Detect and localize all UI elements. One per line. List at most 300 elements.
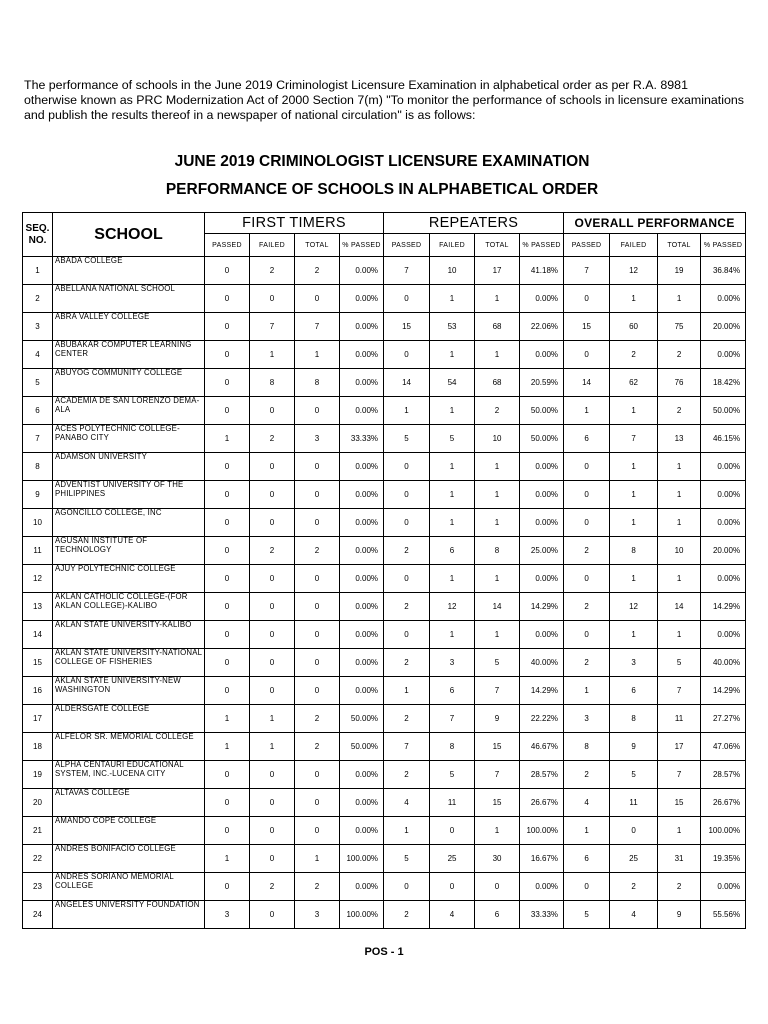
percent-cell: 0.00% [520,341,564,369]
table-row [23,621,746,649]
count-cell: 0 [205,397,250,425]
count-cell: 0 [295,453,340,481]
percent-cell: 50.00% [340,705,384,733]
percent-cell: 41.18% [520,257,564,285]
percent-cell: 25.00% [520,537,564,565]
percent-cell: 20.00% [701,313,746,341]
count-cell: 1 [475,285,520,313]
count-cell: 2 [295,537,340,565]
count-cell: 4 [610,901,658,929]
col-header: PASSED [205,234,250,257]
count-cell: 0 [384,509,430,537]
count-cell: 1 [658,509,701,537]
count-cell: 0 [564,565,610,593]
percent-cell: 46.15% [701,425,746,453]
count-cell: 0 [250,285,295,313]
table-row [23,705,746,733]
school-name-cell: ALPHA CENTAURI EDUCATIONAL SYSTEM, INC.-LUCENA CITY [53,761,205,789]
count-cell: 0 [295,481,340,509]
count-cell: 0 [384,481,430,509]
count-cell: 2 [384,593,430,621]
count-cell: 1 [205,425,250,453]
count-cell: 0 [250,621,295,649]
school-name-cell: ACES POLYTECHNIC COLLEGE-PANABO CITY [53,425,205,453]
count-cell: 3 [295,901,340,929]
percent-cell: 0.00% [340,873,384,901]
count-cell: 0 [205,481,250,509]
percent-cell: 46.67% [520,733,564,761]
count-cell: 0 [295,565,340,593]
seq-cell: 4 [23,341,53,369]
school-name-cell: ADVENTIST UNIVERSITY OF THE PHILIPPINES [53,481,205,509]
count-cell: 0 [205,565,250,593]
col-header: PASSED [384,234,430,257]
count-cell: 0 [205,509,250,537]
count-cell: 1 [475,565,520,593]
count-cell: 1 [564,677,610,705]
count-cell: 2 [295,705,340,733]
count-cell: 7 [384,257,430,285]
count-cell: 0 [205,817,250,845]
percent-cell: 26.67% [701,789,746,817]
count-cell: 0 [295,677,340,705]
table-row [23,341,746,369]
count-cell: 1 [610,285,658,313]
count-cell: 2 [295,873,340,901]
count-cell: 7 [658,761,701,789]
seq-cell: 18 [23,733,53,761]
count-cell: 1 [295,341,340,369]
count-cell: 0 [430,817,475,845]
count-cell: 8 [475,537,520,565]
count-cell: 2 [384,537,430,565]
percent-cell: 0.00% [340,817,384,845]
count-cell: 1 [295,845,340,873]
col-header: % PASSED [520,234,564,257]
count-cell: 0 [205,341,250,369]
percent-cell: 28.57% [701,761,746,789]
count-cell: 7 [250,313,295,341]
count-cell: 0 [475,873,520,901]
table-row [23,677,746,705]
count-cell: 25 [610,845,658,873]
count-cell: 0 [430,873,475,901]
count-cell: 0 [384,453,430,481]
percent-cell: 0.00% [520,285,564,313]
count-cell: 2 [250,873,295,901]
count-cell: 1 [475,453,520,481]
count-cell: 2 [295,257,340,285]
count-cell: 2 [658,873,701,901]
percent-cell: 20.59% [520,369,564,397]
percent-cell: 0.00% [520,509,564,537]
count-cell: 1 [658,817,701,845]
percent-cell: 0.00% [701,509,746,537]
count-cell: 0 [250,481,295,509]
count-cell: 0 [250,677,295,705]
count-cell: 54 [430,369,475,397]
seq-cell: 9 [23,481,53,509]
table-row [23,873,746,901]
count-cell: 0 [250,761,295,789]
col-header: TOTAL [658,234,701,257]
count-cell: 2 [564,593,610,621]
percent-cell: 0.00% [340,285,384,313]
results-table [22,212,746,929]
count-cell: 19 [658,257,701,285]
school-name-cell: AGUSAN INSTITUTE OF TECHNOLOGY [53,537,205,565]
count-cell: 0 [205,677,250,705]
count-cell: 1 [430,481,475,509]
col-header: TOTAL [475,234,520,257]
percent-cell: 0.00% [701,285,746,313]
percent-cell: 0.00% [520,873,564,901]
count-cell: 1 [205,733,250,761]
count-cell: 6 [564,425,610,453]
intro-paragraph: The performance of schools in the June 2019 Criminologist Licensure Examination in alphabetical order as per R.A. 8981 otherwise known as PRC Modernization Act of 2000 Section 7(m) "To monitor the performance of schools in licensure examinations and publish the results thereof in a newspaper of national circulation" is as follows: [24,78,744,122]
count-cell: 0 [384,873,430,901]
count-cell: 15 [658,789,701,817]
count-cell: 0 [384,285,430,313]
count-cell: 1 [430,341,475,369]
seq-cell: 16 [23,677,53,705]
count-cell: 5 [475,649,520,677]
seq-cell: 1 [23,257,53,285]
count-cell: 15 [564,313,610,341]
count-cell: 3 [610,649,658,677]
count-cell: 7 [658,677,701,705]
count-cell: 17 [658,733,701,761]
count-cell: 0 [205,313,250,341]
seq-cell: 17 [23,705,53,733]
count-cell: 0 [295,593,340,621]
count-cell: 75 [658,313,701,341]
count-cell: 2 [610,341,658,369]
count-cell: 3 [430,649,475,677]
count-cell: 7 [430,705,475,733]
count-cell: 0 [205,761,250,789]
school-name-cell: AKLAN CATHOLIC COLLEGE-(FOR AKLAN COLLEGE)-KALIBO [53,593,205,621]
page-number: POS - 1 [364,946,404,958]
school-name-cell: ABUYOG COMMUNITY COLLEGE [53,369,205,397]
percent-cell: 0.00% [701,565,746,593]
count-cell: 1 [430,509,475,537]
school-name-cell: AKLAN STATE UNIVERSITY-NATIONAL COLLEGE OF FISHERIES [53,649,205,677]
count-cell: 5 [564,901,610,929]
count-cell: 6 [430,677,475,705]
percent-cell: 100.00% [701,817,746,845]
count-cell: 8 [430,733,475,761]
count-cell: 11 [430,789,475,817]
school-name-cell: ABRA VALLEY COLLEGE [53,313,205,341]
count-cell: 6 [475,901,520,929]
count-cell: 1 [658,453,701,481]
repeaters-header: REPEATERS [384,213,564,234]
count-cell: 10 [430,257,475,285]
school-header: SCHOOL [53,213,205,257]
percent-cell: 40.00% [701,649,746,677]
count-cell: 2 [384,649,430,677]
count-cell: 0 [250,789,295,817]
count-cell: 0 [205,873,250,901]
count-cell: 0 [610,817,658,845]
seq-cell: 10 [23,509,53,537]
count-cell: 6 [564,845,610,873]
count-cell: 5 [430,425,475,453]
school-name-cell: AGONCILLO COLLEGE, INC [53,509,205,537]
count-cell: 0 [564,453,610,481]
count-cell: 8 [295,369,340,397]
count-cell: 0 [384,565,430,593]
table-row [23,901,746,929]
percent-cell: 50.00% [520,425,564,453]
percent-cell: 50.00% [701,397,746,425]
percent-cell: 0.00% [340,565,384,593]
seq-cell: 20 [23,789,53,817]
count-cell: 31 [658,845,701,873]
count-cell: 1 [384,677,430,705]
percent-cell: 0.00% [340,537,384,565]
count-cell: 2 [250,537,295,565]
count-cell: 3 [205,901,250,929]
count-cell: 0 [295,621,340,649]
page-title: JUNE 2019 CRIMINOLOGIST LICENSURE EXAMINATION [174,153,590,170]
count-cell: 6 [430,537,475,565]
count-cell: 0 [205,453,250,481]
percent-cell: 50.00% [520,397,564,425]
count-cell: 14 [564,369,610,397]
table-row [23,369,746,397]
count-cell: 1 [430,285,475,313]
count-cell: 0 [564,481,610,509]
count-cell: 2 [250,257,295,285]
count-cell: 5 [610,761,658,789]
percent-cell: 0.00% [340,313,384,341]
percent-cell: 0.00% [701,621,746,649]
percent-cell: 0.00% [340,453,384,481]
percent-cell: 16.67% [520,845,564,873]
count-cell: 0 [295,397,340,425]
percent-cell: 14.29% [701,593,746,621]
col-header: PASSED [564,234,610,257]
count-cell: 2 [564,537,610,565]
percent-cell: 55.56% [701,901,746,929]
count-cell: 0 [295,789,340,817]
count-cell: 0 [205,649,250,677]
percent-cell: 0.00% [520,621,564,649]
count-cell: 7 [475,677,520,705]
seq-cell: 24 [23,901,53,929]
percent-cell: 0.00% [340,761,384,789]
count-cell: 1 [475,341,520,369]
count-cell: 2 [564,649,610,677]
count-cell: 1 [430,397,475,425]
count-cell: 4 [430,901,475,929]
count-cell: 3 [564,705,610,733]
school-name-cell: AKLAN STATE UNIVERSITY-KALIBO [53,621,205,649]
count-cell: 2 [564,761,610,789]
school-name-cell: ACADEMIA DE SAN LORENZO DEMA-ALA [53,397,205,425]
first-timers-header: FIRST TIMERS [205,213,384,234]
count-cell: 7 [295,313,340,341]
count-cell: 5 [384,845,430,873]
percent-cell: 27.27% [701,705,746,733]
count-cell: 0 [295,509,340,537]
col-header: TOTAL [295,234,340,257]
count-cell: 0 [564,285,610,313]
table-row [23,593,746,621]
table-row [23,733,746,761]
percent-cell: 100.00% [520,817,564,845]
count-cell: 5 [430,761,475,789]
col-header: FAILED [430,234,475,257]
count-cell: 0 [250,565,295,593]
count-cell: 5 [658,649,701,677]
table-row [23,453,746,481]
count-cell: 0 [250,453,295,481]
percent-cell: 0.00% [340,621,384,649]
percent-cell: 0.00% [340,369,384,397]
percent-cell: 20.00% [701,537,746,565]
count-cell: 2 [295,733,340,761]
seq-cell: 8 [23,453,53,481]
seq-cell: 7 [23,425,53,453]
count-cell: 1 [658,481,701,509]
count-cell: 7 [475,761,520,789]
seq-cell: 11 [23,537,53,565]
count-cell: 0 [205,537,250,565]
seq-cell: 14 [23,621,53,649]
seq-cell: 15 [23,649,53,677]
count-cell: 0 [205,369,250,397]
count-cell: 1 [430,565,475,593]
count-cell: 1 [384,817,430,845]
seq-header: SEQ. NO. [23,213,53,257]
count-cell: 0 [250,649,295,677]
seq-cell: 19 [23,761,53,789]
count-cell: 2 [384,901,430,929]
count-cell: 0 [205,789,250,817]
count-cell: 2 [658,341,701,369]
count-cell: 8 [564,733,610,761]
count-cell: 0 [205,285,250,313]
table-row [23,313,746,341]
count-cell: 2 [610,873,658,901]
count-cell: 1 [250,733,295,761]
percent-cell: 0.00% [340,341,384,369]
count-cell: 0 [295,649,340,677]
percent-cell: 0.00% [340,789,384,817]
count-cell: 0 [250,593,295,621]
count-cell: 6 [610,677,658,705]
overall-header: OVERALL PERFORMANCE [564,213,746,234]
percent-cell: 47.06% [701,733,746,761]
count-cell: 1 [610,621,658,649]
count-cell: 1 [475,481,520,509]
school-name-cell: AJUY POLYTECHNIC COLLEGE [53,565,205,593]
percent-cell: 0.00% [340,677,384,705]
count-cell: 7 [384,733,430,761]
seq-cell: 22 [23,845,53,873]
count-cell: 15 [475,789,520,817]
percent-cell: 22.22% [520,705,564,733]
table-row [23,761,746,789]
seq-cell: 13 [23,593,53,621]
table-row [23,285,746,313]
percent-cell: 33.33% [340,425,384,453]
count-cell: 76 [658,369,701,397]
school-name-cell: AKLAN STATE UNIVERSITY-NEW WASHINGTON [53,677,205,705]
count-cell: 1 [430,453,475,481]
percent-cell: 0.00% [340,257,384,285]
count-cell: 2 [384,705,430,733]
col-header: FAILED [250,234,295,257]
count-cell: 8 [610,705,658,733]
count-cell: 0 [250,397,295,425]
col-header: % PASSED [340,234,384,257]
count-cell: 1 [384,397,430,425]
count-cell: 2 [250,425,295,453]
school-name-cell: ANDRES BONIFACIO COLLEGE [53,845,205,873]
count-cell: 0 [250,845,295,873]
table-row [23,257,746,285]
seq-cell: 2 [23,285,53,313]
count-cell: 0 [250,901,295,929]
percent-cell: 0.00% [520,565,564,593]
seq-cell: 5 [23,369,53,397]
percent-cell: 28.57% [520,761,564,789]
count-cell: 11 [610,789,658,817]
count-cell: 2 [384,761,430,789]
count-cell: 0 [564,873,610,901]
percent-cell: 0.00% [520,481,564,509]
seq-cell: 3 [23,313,53,341]
count-cell: 1 [610,481,658,509]
count-cell: 2 [475,397,520,425]
percent-cell: 22.06% [520,313,564,341]
page-subtitle: PERFORMANCE OF SCHOOLS IN ALPHABETICAL ORDER [165,181,599,198]
table-row [23,537,746,565]
count-cell: 14 [475,593,520,621]
seq-cell: 6 [23,397,53,425]
percent-cell: 0.00% [701,481,746,509]
school-name-cell: ADAMSON UNIVERSITY [53,453,205,481]
percent-cell: 100.00% [340,845,384,873]
count-cell: 60 [610,313,658,341]
col-header: % PASSED [701,234,746,257]
count-cell: 1 [658,621,701,649]
count-cell: 8 [610,537,658,565]
percent-cell: 26.67% [520,789,564,817]
count-cell: 14 [658,593,701,621]
school-name-cell: ANDRES SORIANO MEMORIAL COLLEGE [53,873,205,901]
percent-cell: 0.00% [701,453,746,481]
school-name-cell: ALDERSGATE COLLEGE [53,705,205,733]
count-cell: 11 [658,705,701,733]
count-cell: 0 [384,621,430,649]
percent-cell: 14.29% [520,593,564,621]
table-row [23,481,746,509]
count-cell: 0 [384,341,430,369]
count-cell: 15 [475,733,520,761]
school-name-cell: ALTAVAS COLLEGE [53,789,205,817]
count-cell: 12 [430,593,475,621]
percent-cell: 0.00% [340,481,384,509]
count-cell: 8 [250,369,295,397]
percent-cell: 0.00% [701,873,746,901]
count-cell: 0 [250,817,295,845]
percent-cell: 0.00% [701,341,746,369]
